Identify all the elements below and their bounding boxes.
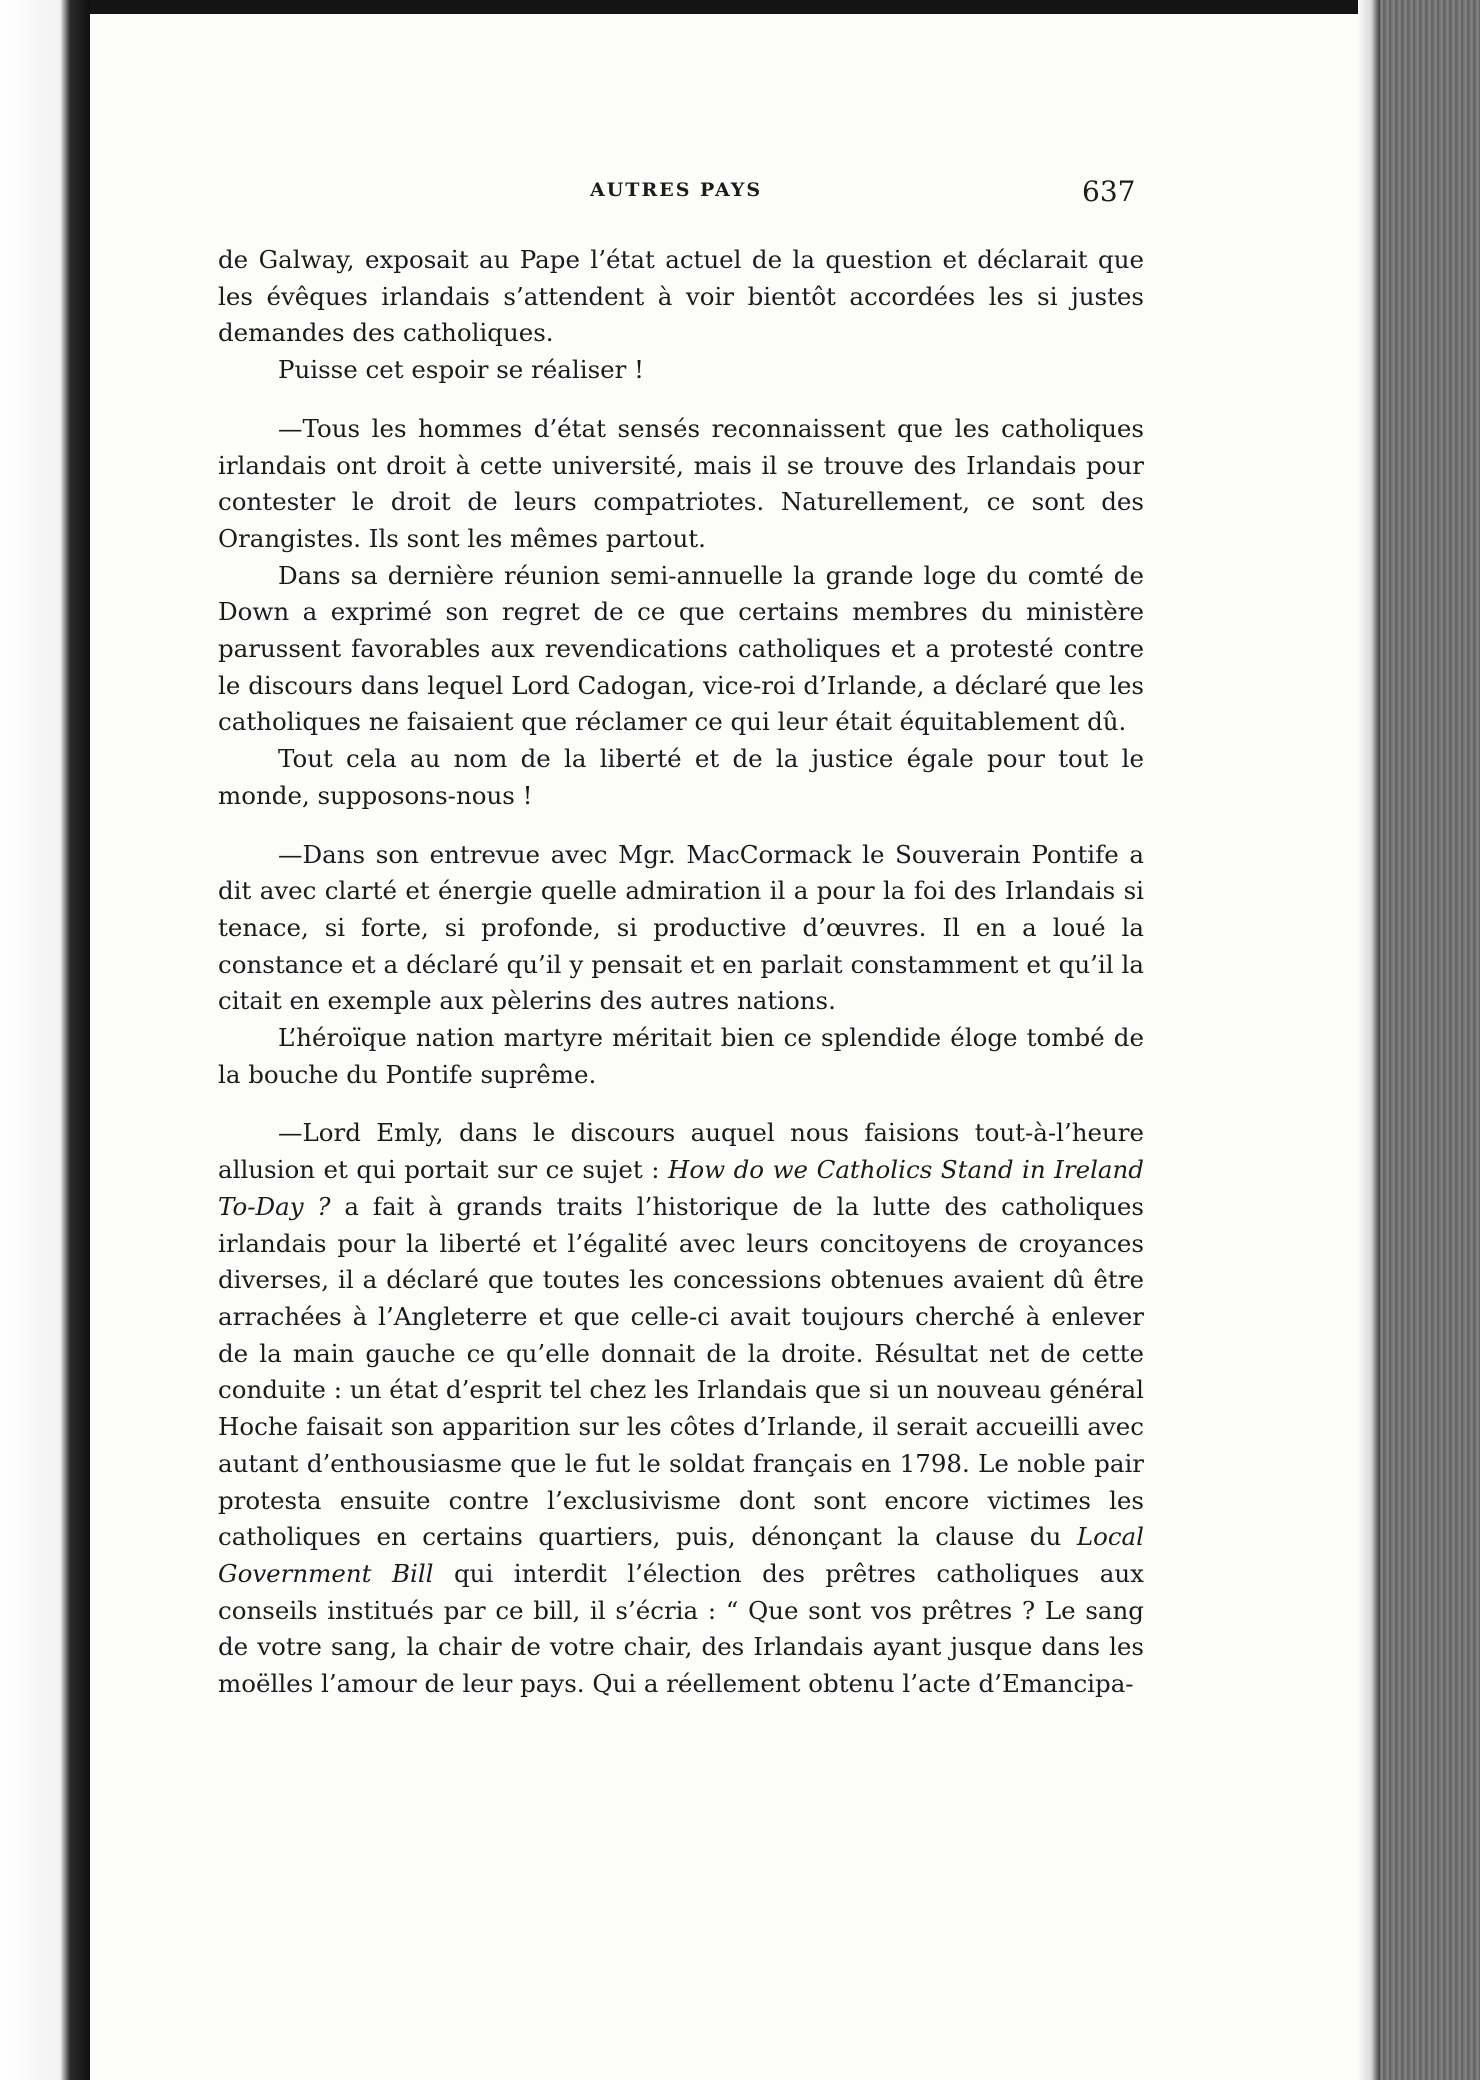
right-page-shadow: [1358, 0, 1380, 2080]
paragraph: Puisse cet espoir se réaliser !: [278, 355, 644, 385]
running-title: AUTRES PAYS: [590, 179, 763, 201]
body-text: [218, 242, 1144, 1703]
paragraph: [218, 1115, 1144, 1702]
page-number: 637: [1082, 175, 1136, 208]
paragraph: —Dans son entrevue avec Mgr. MacCormack le Souverain Pontife a dit avec clarté et énergie quelle admiration il a pour la foi des Irlandais si tenace, si forte, si profonde, si productive d’œuvres. Il en a loué la constance et a déclaré qu’il y pensait et en parlait constamment et qu’il la citait en exemple aux pèlerins des autres nations.: [218, 839, 1144, 1016]
paragraph: —Tous les hommes d’état sensés reconnaissent que les catholiques irlandais ont droit à cette université, mais il se trouve des Irlandais pour contester le droit de leurs compatriotes. Naturellement, ce sont des Orangistes. Ils sont les mêmes partout.: [218, 413, 1144, 553]
italic-title: How do we Catholics Stand in Ireland To-Day ?: [218, 1155, 1144, 1221]
paragraph: L’héroïque nation martyre méritait bien ce splendide éloge tombé de la bouche du Pontife suprême.: [218, 1023, 1144, 1089]
running-head: [90, 175, 1358, 219]
paragraph-text: —Lord Emly, dans le discours auquel nous faisions tout-à-l’heure allusion et qui portait sur ce sujet :: [218, 1118, 1144, 1185]
book-fore-edge: [1380, 0, 1480, 2080]
paragraph-text: qui interdit l’élection des prêtres catholiques aux conseils institués par ce bill, il s’écria : “ Que sont vos prêtres ? Le sang de votre sang, la chair de votre chair, des Irlandais ayant jusque dans les moëlles l’amour de leur pays. Qui a réellement obtenu l’acte d’Emancipa-: [218, 1558, 1144, 1699]
italic-title: Local Government Bill: [218, 1522, 1144, 1588]
left-gutter: [0, 0, 90, 2080]
paragraph: Tout cela au nom de la liberté et de la justice égale pour tout le monde, supposons-nous !: [218, 744, 1144, 810]
paragraph: de Galway, exposait au Pape l’état actuel de la question et déclarait que les évêques irlandais s’attendent à voir bientôt accordées les si justes demandes des catholiques.: [218, 245, 1144, 348]
paragraph: Dans sa dernière réunion semi-annuelle la grande loge du comté de Down a exprimé son regret de ce que certains membres du ministère parussent favorables aux revendications catholiques et a protesté contre le discours dans lequel Lord Cadogan, vice-roi d’Irlande, a déclaré que les catholiques ne faisaient que réclamer ce qui leur était équitablement dû.: [218, 560, 1144, 737]
book-page: [90, 14, 1358, 2080]
paragraph-text: a fait à grands traits l’historique de la lutte des catholiques irlandais pour la liberté et l’égalité avec leurs concitoyens de croyances diverses, il a déclaré que toutes les concessions obtenues avaient dû être arrachées à l’Angleterre et que celle-ci avait toujours cherché à enlever de la main gauche ce qu’elle donnait de la droite. Résultat net de cette conduite : un état d’esprit tel chez les Irlandais que si un nouveau général Hoche faisait son apparition sur les côtes d’Irlande, il serait accueilli avec autant d’enthousiasme que le fut le soldat français en 1798. Le noble pair protesta ensuite contre l’exclusivisme dont sont encore victimes les catholiques en certains quartiers, puis, dénonçant la clause du: [218, 1191, 1145, 1552]
top-scan-edge: [0, 0, 1480, 14]
